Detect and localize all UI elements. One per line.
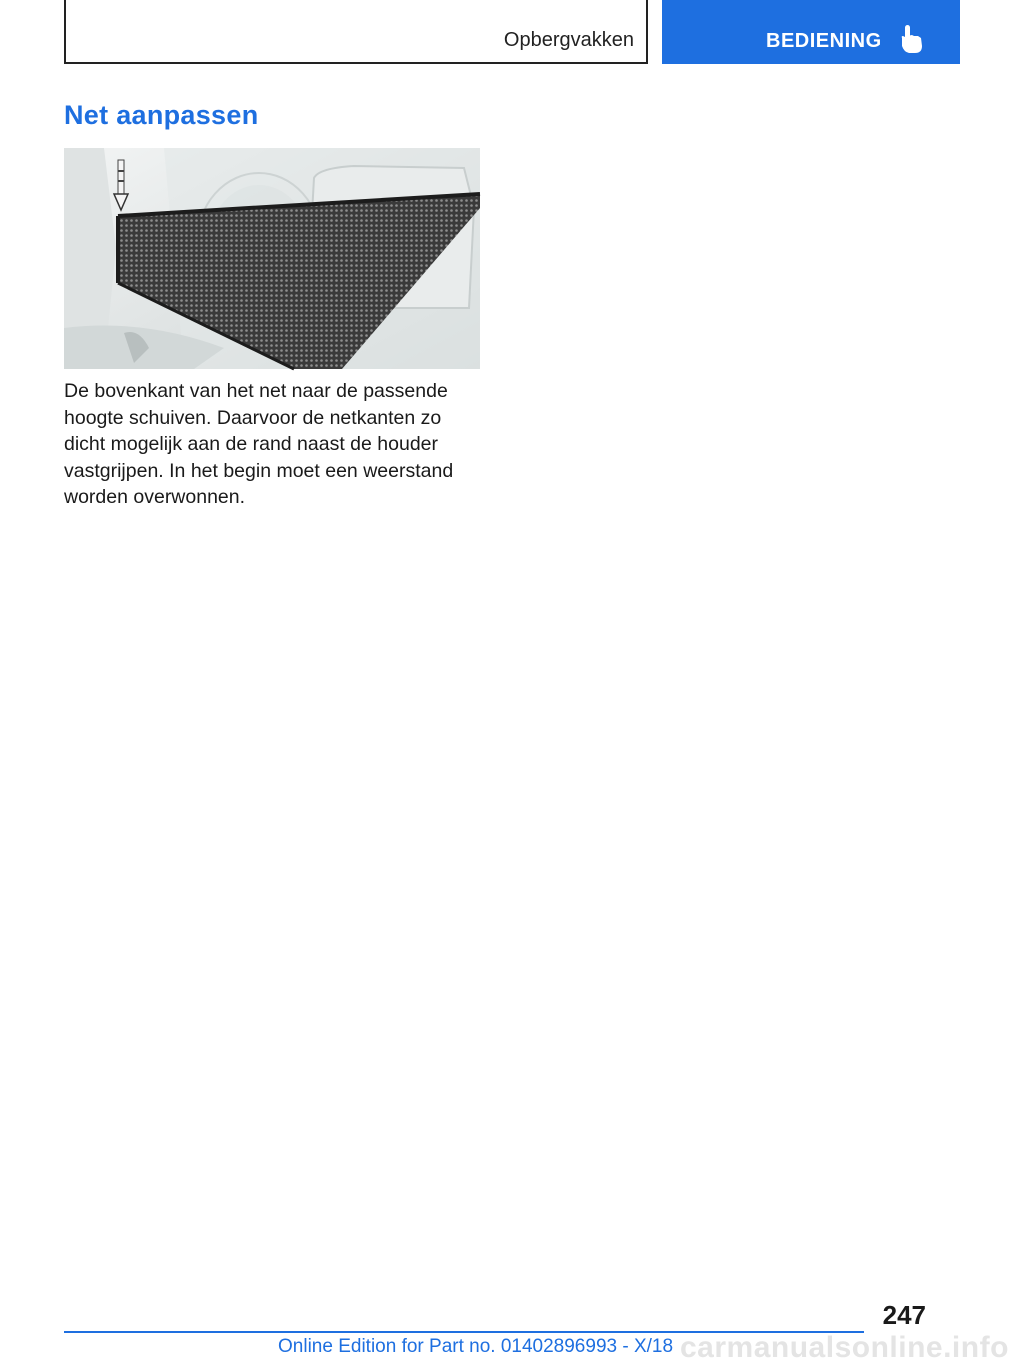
header-section-box [64, 0, 648, 64]
chapter-title: BEDIENING [766, 30, 882, 52]
instruction-text: De bovenkant van het net naar de passende hoogte schuiven. Daarvoor de netkanten zo dicht mogelijk aan de rand naast de houder vastgrijpen. In het begin moet een weerstand worden overwonnen. [64, 380, 454, 508]
page-title: Net aanpassen [64, 100, 259, 130]
luggage-net-photo [64, 148, 480, 369]
pointing-hand-icon [898, 24, 924, 54]
page-number: 247 [882, 1300, 926, 1330]
luggage-net-illustration [64, 148, 480, 369]
edition-note: Online Edition for Part no. 01402896993 - X/18 [278, 1336, 674, 1357]
section-title: Opbergvakken [503, 29, 634, 51]
watermark: carmanualsonline.info [680, 1331, 1009, 1364]
chapter-tab [662, 0, 960, 64]
